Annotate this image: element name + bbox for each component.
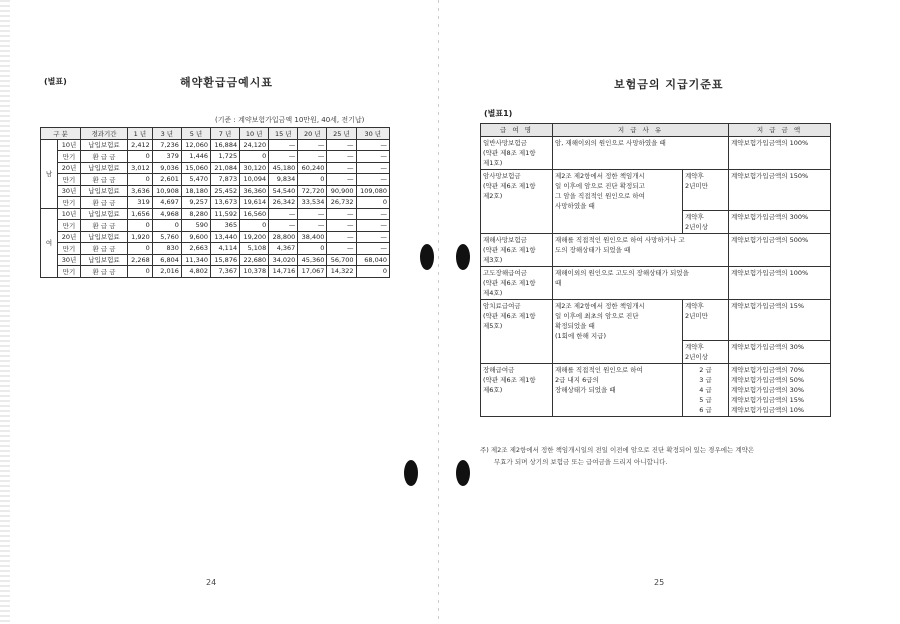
table-header-row bbox=[41, 128, 390, 140]
cell-line: 3 급 bbox=[699, 376, 712, 384]
value-cell: 0 bbox=[240, 220, 269, 232]
value-cell: 11,340 bbox=[181, 254, 210, 266]
value-cell: 7,873 bbox=[210, 174, 239, 186]
cell-line: 그 암을 직접적인 원인으로 하여 bbox=[555, 192, 645, 200]
cell-line: 계약후 bbox=[685, 302, 704, 310]
type-cell: 환 급 금 bbox=[81, 174, 128, 186]
value-cell: 26,342 bbox=[269, 197, 298, 209]
table-row bbox=[41, 243, 390, 255]
cell-line: 제1호) bbox=[483, 159, 503, 167]
table-row bbox=[41, 231, 390, 243]
value-cell: 60,240 bbox=[298, 162, 327, 174]
value-cell: — bbox=[327, 243, 356, 255]
value-cell: — bbox=[356, 208, 389, 220]
footnote-line: 주) 제2조 제2항에서 정한 책임개시일의 전일 이전에 암으로 진단 확정되어 있는 경우에는 계약은 bbox=[480, 446, 755, 454]
right-page-number: 25 bbox=[654, 578, 665, 587]
period-cell: 30년 bbox=[58, 185, 81, 197]
value-cell: 6,804 bbox=[152, 254, 181, 266]
value-cell: — bbox=[327, 174, 356, 186]
amount-cell: 계약보험가입금액의 100% bbox=[729, 137, 831, 170]
value-cell: 0 bbox=[128, 243, 153, 255]
cell-line: 계약보험가입금액의 30% bbox=[731, 386, 805, 394]
right-title: 보험금의 지급기준표 bbox=[614, 78, 724, 91]
value-cell: — bbox=[298, 220, 327, 232]
period-cell: 10년 bbox=[58, 208, 81, 220]
cell-line: 암, 재해이외의 원인으로 사망하였을 때 bbox=[555, 139, 666, 147]
cell-line: 도의 장해상태가 되었을 때 bbox=[555, 246, 631, 254]
value-cell: 45,180 bbox=[269, 162, 298, 174]
reason-cell bbox=[553, 267, 729, 300]
cell-line: 4 급 bbox=[699, 386, 712, 394]
cell-line: 계약보험가입금액의 50% bbox=[731, 376, 805, 384]
reason-cell bbox=[553, 170, 683, 234]
value-cell: 19,614 bbox=[240, 197, 269, 209]
benefit-name-cell bbox=[481, 137, 553, 170]
value-cell: 7,236 bbox=[152, 139, 181, 151]
value-cell: 590 bbox=[181, 220, 210, 232]
type-cell: 납입보험료 bbox=[81, 208, 128, 220]
table-row bbox=[41, 185, 390, 197]
binder-hole bbox=[404, 460, 418, 486]
type-cell: 환 급 금 bbox=[81, 220, 128, 232]
value-cell: 2,601 bbox=[152, 174, 181, 186]
page-fold bbox=[438, 0, 439, 624]
value-cell: 4,802 bbox=[181, 266, 210, 278]
value-cell: — bbox=[356, 151, 389, 163]
value-cell: 0 bbox=[128, 174, 153, 186]
table-row bbox=[41, 139, 390, 151]
value-cell: 45,360 bbox=[298, 254, 327, 266]
amount-cell: 계약보험가입금액의 150% bbox=[729, 170, 831, 211]
value-cell: 16,560 bbox=[240, 208, 269, 220]
cell-line: 6 급 bbox=[699, 406, 712, 414]
value-cell: 7,367 bbox=[210, 266, 239, 278]
value-cell: 9,257 bbox=[181, 197, 210, 209]
cell-line: 제2호) bbox=[483, 192, 503, 200]
cell-line: 일 이후에 최초의 암으로 진단 bbox=[555, 312, 639, 320]
value-cell: 28,800 bbox=[269, 231, 298, 243]
column-header: 25 년 bbox=[327, 128, 356, 140]
value-cell: 1,656 bbox=[128, 208, 153, 220]
value-cell: 17,067 bbox=[298, 266, 327, 278]
cell-line: 계약후 bbox=[685, 213, 704, 221]
value-cell: 14,716 bbox=[269, 266, 298, 278]
table-row bbox=[41, 266, 390, 278]
period-cell: 만기 bbox=[58, 243, 81, 255]
table-row bbox=[41, 162, 390, 174]
cell-line: 제5호) bbox=[483, 322, 503, 330]
column-header: 7 년 bbox=[210, 128, 239, 140]
benefit-name-cell bbox=[481, 170, 553, 234]
value-cell: 319 bbox=[128, 197, 153, 209]
value-cell: 24,120 bbox=[240, 139, 269, 151]
cell-line: 장해급여금 bbox=[483, 366, 515, 374]
value-cell: — bbox=[356, 162, 389, 174]
left-title: 해약환급금예시표 bbox=[180, 76, 274, 89]
scan-edge bbox=[0, 0, 10, 624]
cell-line: 사망하였을 때 bbox=[555, 202, 595, 210]
value-cell: 15,060 bbox=[181, 162, 210, 174]
value-cell: 72,720 bbox=[298, 185, 327, 197]
value-cell: — bbox=[327, 162, 356, 174]
value-cell: 0 bbox=[240, 151, 269, 163]
cell-line: 장해상태가 되었을 때 bbox=[555, 386, 616, 394]
cell-line: (약관 제6조 제1항 bbox=[483, 246, 536, 254]
surrender-value-table bbox=[40, 127, 390, 278]
value-cell: 22,680 bbox=[240, 254, 269, 266]
amount-cell: 계약보험가입금액의 15% bbox=[729, 300, 831, 341]
value-cell: 56,700 bbox=[327, 254, 356, 266]
cell-line: (약관 제6조 제1항 bbox=[483, 312, 536, 320]
gender-cell: 여 bbox=[41, 208, 58, 277]
benefit-name-cell bbox=[481, 300, 553, 364]
value-cell: 0 bbox=[298, 174, 327, 186]
reason-cell bbox=[553, 234, 729, 267]
cell-line: 암치료급여금 bbox=[483, 302, 521, 310]
cell-line: 5 급 bbox=[699, 396, 712, 404]
value-cell: 0 bbox=[128, 220, 153, 232]
cell-line: 일반사망보험금 bbox=[483, 139, 527, 147]
value-cell: 4,114 bbox=[210, 243, 239, 255]
value-cell: 18,180 bbox=[181, 185, 210, 197]
table-row bbox=[481, 137, 831, 170]
value-cell: — bbox=[269, 151, 298, 163]
left-page-number: 24 bbox=[206, 578, 217, 587]
cell-line: 때 bbox=[555, 279, 562, 287]
value-cell: 5,760 bbox=[152, 231, 181, 243]
cell-line: 확정되었을 때 bbox=[555, 322, 595, 330]
value-cell: 0 bbox=[152, 220, 181, 232]
cell-line: 2 급 bbox=[699, 366, 712, 374]
column-header: 20 년 bbox=[298, 128, 327, 140]
gender-cell: 남 bbox=[41, 139, 58, 208]
value-cell: 11,592 bbox=[210, 208, 239, 220]
period-cell: 10년 bbox=[58, 139, 81, 151]
value-cell: — bbox=[327, 151, 356, 163]
footnote-line: 무효가 되며 상기의 보험금 또는 급여금을 드리지 아니합니다. bbox=[494, 458, 668, 466]
column-header: 3 년 bbox=[152, 128, 181, 140]
value-cell: 25,452 bbox=[210, 185, 239, 197]
value-cell: 365 bbox=[210, 220, 239, 232]
table-basis: (기준 : 계약보험가입금액 10만원, 40세, 전기납) bbox=[215, 116, 365, 124]
type-cell: 납입보험료 bbox=[81, 139, 128, 151]
cell-line: (1회에 한해 지급) bbox=[555, 332, 607, 340]
value-cell: 1,446 bbox=[181, 151, 210, 163]
cell-line: 계약후 bbox=[685, 172, 704, 180]
value-cell: — bbox=[269, 208, 298, 220]
cell-line: 제6호) bbox=[483, 386, 503, 394]
table-row bbox=[481, 234, 831, 267]
binder-hole bbox=[456, 244, 470, 270]
table-row bbox=[481, 364, 831, 417]
value-cell: 13,673 bbox=[210, 197, 239, 209]
value-cell: — bbox=[269, 139, 298, 151]
contract-period-cell bbox=[683, 211, 729, 234]
value-cell: 0 bbox=[128, 266, 153, 278]
value-cell: 0 bbox=[128, 151, 153, 163]
value-cell: 3,012 bbox=[128, 162, 153, 174]
table-row bbox=[481, 300, 831, 341]
period-cell: 30년 bbox=[58, 254, 81, 266]
cell-line: 2년이상 bbox=[685, 353, 708, 361]
value-cell: 4,367 bbox=[269, 243, 298, 255]
type-cell: 납입보험료 bbox=[81, 162, 128, 174]
reason-cell bbox=[553, 300, 683, 364]
value-cell: — bbox=[356, 243, 389, 255]
grade-cell bbox=[683, 364, 729, 417]
benefit-name-cell bbox=[481, 234, 553, 267]
value-cell: 54,540 bbox=[269, 185, 298, 197]
amount-cell: 계약보험가입금액의 30% bbox=[729, 341, 831, 364]
column-header: 30 년 bbox=[356, 128, 389, 140]
value-cell: 5,470 bbox=[181, 174, 210, 186]
cell-line: (약관 제6조 제1항 bbox=[483, 182, 536, 190]
value-cell: 15,876 bbox=[210, 254, 239, 266]
period-cell: 만기 bbox=[58, 197, 81, 209]
type-cell: 환 급 금 bbox=[81, 151, 128, 163]
period-cell: 20년 bbox=[58, 231, 81, 243]
value-cell: 2,663 bbox=[181, 243, 210, 255]
value-cell: 4,968 bbox=[152, 208, 181, 220]
cell-line: 제4호) bbox=[483, 289, 503, 297]
column-header: 10 년 bbox=[240, 128, 269, 140]
value-cell: 19,200 bbox=[240, 231, 269, 243]
value-cell: 68,040 bbox=[356, 254, 389, 266]
cell-line: 계약보험가입금액의 10% bbox=[731, 406, 805, 414]
cell-line: 2년미만 bbox=[685, 182, 708, 190]
cell-line: 재해를 직접적인 원인으로 하여 bbox=[555, 366, 643, 374]
period-cell: 만기 bbox=[58, 151, 81, 163]
value-cell: 1,920 bbox=[128, 231, 153, 243]
binder-hole bbox=[456, 460, 470, 486]
amount-cell: 계약보험가입금액의 300% bbox=[729, 211, 831, 234]
value-cell: 16,884 bbox=[210, 139, 239, 151]
benefit-name-cell bbox=[481, 267, 553, 300]
type-cell: 납입보험료 bbox=[81, 254, 128, 266]
value-cell: — bbox=[298, 208, 327, 220]
reason-cell bbox=[553, 364, 683, 417]
cell-line: (약관 제8조 제1항 bbox=[483, 149, 536, 157]
cell-line: 계약보험가입금액의 70% bbox=[731, 366, 805, 374]
value-cell: 8,280 bbox=[181, 208, 210, 220]
cell-line: 암사망보험금 bbox=[483, 172, 521, 180]
header-reason: 지 급 사 유 bbox=[553, 124, 729, 137]
value-cell: — bbox=[327, 208, 356, 220]
cell-line: 재해이외의 원인으로 고도의 장해상태가 되었을 bbox=[555, 269, 689, 277]
value-cell: 9,834 bbox=[269, 174, 298, 186]
value-cell: 0 bbox=[298, 243, 327, 255]
header-amount: 지 급 금 액 bbox=[729, 124, 831, 137]
value-cell: — bbox=[356, 174, 389, 186]
value-cell: — bbox=[298, 151, 327, 163]
value-cell: 33,534 bbox=[298, 197, 327, 209]
cell-line: 2년미만 bbox=[685, 312, 708, 320]
value-cell: 2,412 bbox=[128, 139, 153, 151]
value-cell: 90,900 bbox=[327, 185, 356, 197]
cell-line: 고도장해급여금 bbox=[483, 269, 527, 277]
cell-line: 2급 내지 6급의 bbox=[555, 376, 599, 384]
type-cell: 환 급 금 bbox=[81, 266, 128, 278]
period-cell: 만기 bbox=[58, 174, 81, 186]
value-cell: 26,732 bbox=[327, 197, 356, 209]
column-header: 구 분 bbox=[41, 128, 81, 140]
cell-line: (약관 제6조 제1항 bbox=[483, 376, 536, 384]
value-cell: 10,908 bbox=[152, 185, 181, 197]
period-cell: 만기 bbox=[58, 220, 81, 232]
table-row bbox=[481, 170, 831, 211]
cell-line: 2년이상 bbox=[685, 223, 708, 231]
right-label: (별표1) bbox=[484, 109, 513, 118]
column-header: 경과기간 bbox=[81, 128, 128, 140]
cell-line: 제2조 제2항에서 정한 책임개시 bbox=[555, 302, 645, 310]
table-row bbox=[41, 254, 390, 266]
cell-line: (약관 제6조 제1항 bbox=[483, 279, 536, 287]
value-cell: — bbox=[298, 139, 327, 151]
reason-cell bbox=[553, 137, 729, 170]
table-row bbox=[41, 151, 390, 163]
type-cell: 환 급 금 bbox=[81, 197, 128, 209]
value-cell: 10,378 bbox=[240, 266, 269, 278]
cell-line: 제2조 제2항에서 정한 책임개시 bbox=[555, 172, 645, 180]
value-cell: 0 bbox=[356, 266, 389, 278]
header-benefit: 급 여 명 bbox=[481, 124, 553, 137]
table-row bbox=[41, 220, 390, 232]
value-cell: — bbox=[269, 220, 298, 232]
cell-line: 일 이후에 암으로 진단 확정되고 bbox=[555, 182, 645, 190]
value-cell: 2,016 bbox=[152, 266, 181, 278]
value-cell: 1,725 bbox=[210, 151, 239, 163]
table-row bbox=[41, 197, 390, 209]
value-cell: 4,697 bbox=[152, 197, 181, 209]
value-cell: — bbox=[327, 220, 356, 232]
type-cell: 납입보험료 bbox=[81, 231, 128, 243]
cell-line: 제3호) bbox=[483, 256, 503, 264]
contract-period-cell bbox=[683, 341, 729, 364]
contract-period-cell bbox=[683, 300, 729, 341]
value-cell: 0 bbox=[356, 197, 389, 209]
benefit-name-cell bbox=[481, 364, 553, 417]
value-cell: 5,108 bbox=[240, 243, 269, 255]
value-cell: 14,322 bbox=[327, 266, 356, 278]
column-header: 1 년 bbox=[128, 128, 153, 140]
value-cell: — bbox=[356, 231, 389, 243]
value-cell: — bbox=[327, 139, 356, 151]
left-label: (별표) bbox=[44, 77, 67, 86]
benefit-criteria-table bbox=[480, 123, 831, 417]
column-header: 5 년 bbox=[181, 128, 210, 140]
binder-hole bbox=[420, 244, 434, 270]
value-cell: 3,636 bbox=[128, 185, 153, 197]
table-row bbox=[481, 267, 831, 300]
value-cell: 34,020 bbox=[269, 254, 298, 266]
cell-line: 재해사망보험금 bbox=[483, 236, 527, 244]
type-cell: 납입보험료 bbox=[81, 185, 128, 197]
cell-line: 계약후 bbox=[685, 343, 704, 351]
value-cell: 9,600 bbox=[181, 231, 210, 243]
value-cell: 10,094 bbox=[240, 174, 269, 186]
value-cell: — bbox=[327, 231, 356, 243]
table-row bbox=[41, 208, 390, 220]
value-cell: — bbox=[356, 139, 389, 151]
value-cell: 109,080 bbox=[356, 185, 389, 197]
period-cell: 20년 bbox=[58, 162, 81, 174]
value-cell: 13,440 bbox=[210, 231, 239, 243]
cell-line: 계약보험가입금액의 15% bbox=[731, 396, 805, 404]
footnote bbox=[480, 444, 840, 468]
amount-cell bbox=[729, 364, 831, 417]
value-cell: 21,084 bbox=[210, 162, 239, 174]
value-cell: 830 bbox=[152, 243, 181, 255]
value-cell: 2,268 bbox=[128, 254, 153, 266]
value-cell: 38,400 bbox=[298, 231, 327, 243]
value-cell: 30,120 bbox=[240, 162, 269, 174]
value-cell: — bbox=[356, 220, 389, 232]
table-row bbox=[41, 174, 390, 186]
contract-period-cell bbox=[683, 170, 729, 211]
cell-line: 재해를 직접적인 원인으로 하여 사망하거나 고 bbox=[555, 236, 685, 244]
amount-cell: 계약보험가입금액의 500% bbox=[729, 234, 831, 267]
type-cell: 환 급 금 bbox=[81, 243, 128, 255]
period-cell: 만기 bbox=[58, 266, 81, 278]
value-cell: 36,360 bbox=[240, 185, 269, 197]
column-header: 15 년 bbox=[269, 128, 298, 140]
amount-cell: 계약보험가입금액의 100% bbox=[729, 267, 831, 300]
value-cell: 379 bbox=[152, 151, 181, 163]
value-cell: 9,036 bbox=[152, 162, 181, 174]
value-cell: 12,060 bbox=[181, 139, 210, 151]
